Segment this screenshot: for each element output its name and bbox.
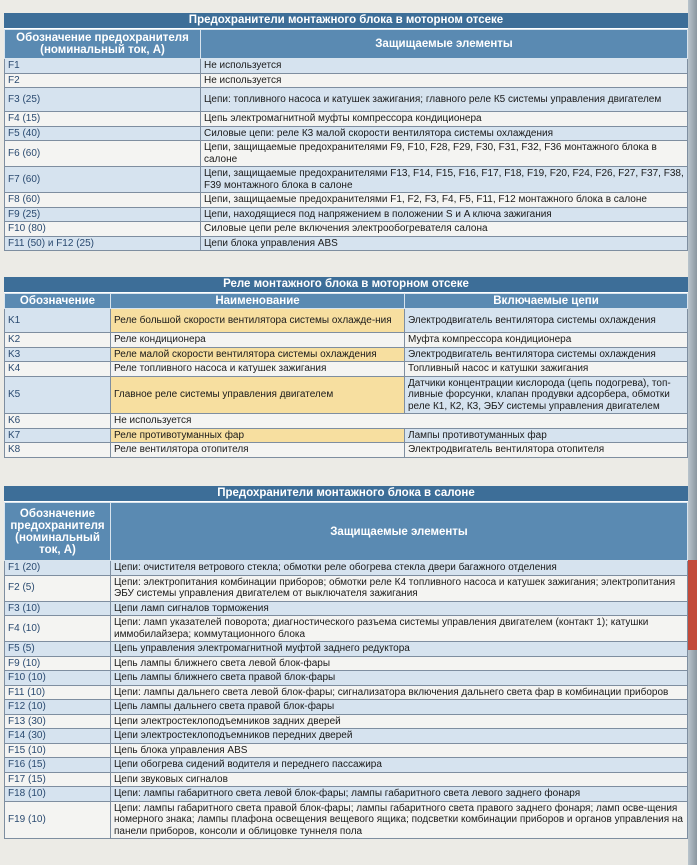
page-edge-shadow	[688, 0, 697, 865]
fuse-desc: Не используется	[201, 59, 688, 74]
relay-name: Главное реле системы управления двигателем	[111, 376, 405, 414]
table-row	[5, 561, 688, 576]
fuse-desc: Силовые цепи реле включения электрообогревателя салона	[201, 222, 688, 237]
fuse-code: F5 (5)	[5, 642, 111, 657]
fuse-desc: Цепи, защищаемые предохранителями F9, F10, F28, F29, F30, F31, F32, F36 монтажного блока в салоне	[201, 141, 688, 167]
relay-circuits: Муфта компрессора кондиционера	[405, 333, 688, 348]
table-row	[5, 443, 688, 458]
fuse-code: F11 (10)	[5, 685, 111, 700]
engine-fuses-header-desc: Защищаемые элементы	[201, 30, 688, 59]
fuse-code: F15 (10)	[5, 743, 111, 758]
relay-code: K1	[5, 309, 111, 333]
fuse-code: F13 (30)	[5, 714, 111, 729]
fuse-desc: Цепи звуковых сигналов	[111, 772, 688, 787]
table-row	[5, 347, 688, 362]
relay-circuits: Топливный насос и катушки зажигания	[405, 362, 688, 377]
fuse-desc: Цепи электростеклоподъемников передних дверей	[111, 729, 688, 744]
fuse-code: F5 (40)	[5, 126, 201, 141]
table-row	[5, 729, 688, 744]
fuse-desc: Цепи: лампы дальнего света левой блок-фары; сигнализатора включения дальнего света фар в комбинации приборов	[111, 685, 688, 700]
table-row	[5, 575, 688, 601]
table-row	[5, 743, 688, 758]
fuse-desc: Цепь электромагнитной муфты компрессора кондиционера	[201, 112, 688, 127]
fuse-desc: Цепи, защищаемые предохранителями F1, F2, F3, F4, F5, F11, F12 монтажного блока в салоне	[201, 193, 688, 208]
table-row	[5, 309, 688, 333]
relay-circuits: Электродвигатель вентилятора отопителя	[405, 443, 688, 458]
page-edge-tab	[688, 560, 697, 650]
fuse-code: F19 (10)	[5, 801, 111, 839]
relays-header-code: Обозначение	[5, 294, 111, 309]
engine-fuses-header-code: Обозначение предохранителя (номинальный ток, А)	[5, 30, 201, 59]
relays-header-name: Наименование	[111, 294, 405, 309]
table-row	[5, 428, 688, 443]
cabin-fuses-header-desc: Защищаемые элементы	[111, 503, 688, 561]
fuse-desc: Цепи: лампы габаритного света правой блок-фары; лампы габаритного света правого заднего фонаря; ламп осве-щения номерного знака; лампы плафона освещения вещевого ящика; подсветки комбинации приборов и органов управления на панели приборов, консоли и облицовке туннеля пола	[111, 801, 688, 839]
relay-circuits: Датчики концентрации кислорода (цепь подогрева), топ-ливные форсунки, клапан продувки адсорбера, обмотки реле К1, К2, К3, ЭБУ системы управления двигателем	[405, 376, 688, 414]
relay-code: K4	[5, 362, 111, 377]
table-row	[5, 414, 688, 429]
fuse-code: F3 (25)	[5, 88, 201, 112]
cabin-fuses-section	[4, 486, 688, 839]
fuse-code: F10 (10)	[5, 671, 111, 686]
table-row	[5, 126, 688, 141]
table-row	[5, 787, 688, 802]
fuse-desc: Цепи блока управления ABS	[201, 236, 688, 251]
fuse-desc: Цепи: лампы габаритного света левой блок-фары; лампы габаритного света левого заднего фонаря	[111, 787, 688, 802]
fuse-code: F2 (5)	[5, 575, 111, 601]
table-row	[5, 758, 688, 773]
fuse-desc: Цепь лампы ближнего света левой блок-фары	[111, 656, 688, 671]
table-row	[5, 333, 688, 348]
engine-fuses-title: Предохранители монтажного блока в моторном отсеке	[4, 13, 688, 29]
table-row	[5, 772, 688, 787]
table-row	[5, 601, 688, 616]
cabin-fuses-table	[4, 502, 688, 839]
fuse-desc: Цепи: очистителя ветрового стекла; обмотки реле обогрева стекла двери багажного отделения	[111, 561, 688, 576]
relay-name: Реле топливного насоса и катушек зажигания	[111, 362, 405, 377]
table-row	[5, 141, 688, 167]
cabin-fuses-header-code: Обозначение предохранителя (номинальный ток, А)	[5, 503, 111, 561]
relay-name: Реле противотуманных фар	[111, 428, 405, 443]
table-row	[5, 642, 688, 657]
fuse-code: F8 (60)	[5, 193, 201, 208]
fuse-code: F1	[5, 59, 201, 74]
fuse-desc: Не используется	[201, 73, 688, 88]
relay-code: K6	[5, 414, 111, 429]
fuse-code: F2	[5, 73, 201, 88]
relay-code: K2	[5, 333, 111, 348]
relay-code: K5	[5, 376, 111, 414]
fuse-desc: Силовые цепи: реле К3 малой скорости вентилятора системы охлаждения	[201, 126, 688, 141]
fuse-desc: Цепи обогрева сидений водителя и переднего пассажира	[111, 758, 688, 773]
relay-code: K8	[5, 443, 111, 458]
relay-code: K7	[5, 428, 111, 443]
table-row	[5, 801, 688, 839]
relay-circuits: Электродвигатель вентилятора системы охлаждения	[405, 347, 688, 362]
fuse-code: F3 (10)	[5, 601, 111, 616]
table-row	[5, 700, 688, 715]
fuse-desc: Цепь блока управления ABS	[111, 743, 688, 758]
fuse-code: F12 (10)	[5, 700, 111, 715]
relay-code: K3	[5, 347, 111, 362]
fuse-desc: Цепь управления электромагнитной муфтой заднего редуктора	[111, 642, 688, 657]
table-row	[5, 671, 688, 686]
fuse-code: F6 (60)	[5, 141, 201, 167]
fuse-code: F9 (10)	[5, 656, 111, 671]
table-row	[5, 59, 688, 74]
relay-circuits: Лампы противотуманных фар	[405, 428, 688, 443]
table-row	[5, 167, 688, 193]
table-row	[5, 112, 688, 127]
fuse-code: F11 (50) и F12 (25)	[5, 236, 201, 251]
table-row	[5, 73, 688, 88]
fuse-desc: Цепи: ламп указателей поворота; диагностического разъема системы управления двигателем (контакт 1); катушки иммобилайзера; коммутационного блока	[111, 616, 688, 642]
relay-name: Реле кондиционера	[111, 333, 405, 348]
fuse-desc: Цепи, защищаемые предохранителями F13, F14, F15, F16, F17, F18, F19, F20, F24, F26, F27, F37, F38, F39 монтажного блока в салоне	[201, 167, 688, 193]
fuse-desc: Цепи: топливного насоса и катушек зажигания; главного реле К5 системы управления двигателем	[201, 88, 688, 112]
relay-name: Реле большой скорости вентилятора системы охлажде-ния	[111, 309, 405, 333]
fuse-desc: Цепи ламп сигналов торможения	[111, 601, 688, 616]
fuse-desc: Цепь лампы дальнего света правой блок-фары	[111, 700, 688, 715]
cabin-fuses-title: Предохранители монтажного блока в салоне	[4, 486, 688, 502]
fuse-desc: Цепи: электропитания комбинации приборов; обмотки реле К4 топливного насоса и катушек зажигания; электропитания ЭБУ системы управления двигателем от выключателя зажигания	[111, 575, 688, 601]
table-row	[5, 376, 688, 414]
table-row	[5, 656, 688, 671]
table-row	[5, 362, 688, 377]
fuse-code: F4 (10)	[5, 616, 111, 642]
table-row	[5, 88, 688, 112]
table-row	[5, 685, 688, 700]
engine-fuses-table	[4, 29, 688, 251]
fuse-code: F10 (80)	[5, 222, 201, 237]
engine-relays-title: Реле монтажного блока в моторном отсеке	[4, 277, 688, 293]
fuse-code: F4 (15)	[5, 112, 201, 127]
relays-header-circuits: Включаемые цепи	[405, 294, 688, 309]
table-row	[5, 714, 688, 729]
fuse-desc: Цепь лампы ближнего света правой блок-фары	[111, 671, 688, 686]
table-row	[5, 207, 688, 222]
fuse-code: F14 (30)	[5, 729, 111, 744]
engine-relays-section	[4, 277, 688, 458]
engine-fuses-section	[4, 13, 688, 251]
fuse-code: F18 (10)	[5, 787, 111, 802]
engine-relays-table	[4, 293, 688, 458]
relay-name: Реле малой скорости вентилятора системы охлаждения	[111, 347, 405, 362]
fuse-code: F1 (20)	[5, 561, 111, 576]
fuse-code: F9 (25)	[5, 207, 201, 222]
fuse-desc: Цепи, находящиеся под напряжением в положении S и A ключа зажигания	[201, 207, 688, 222]
relay-name: Не используется	[111, 414, 688, 429]
relay-name: Реле вентилятора отопителя	[111, 443, 405, 458]
fuse-code: F7 (60)	[5, 167, 201, 193]
fuse-code: F16 (15)	[5, 758, 111, 773]
table-row	[5, 222, 688, 237]
table-row	[5, 236, 688, 251]
relay-circuits: Электродвигатель вентилятора системы охлаждения	[405, 309, 688, 333]
table-row	[5, 616, 688, 642]
fuse-desc: Цепи электростеклоподъемников задних дверей	[111, 714, 688, 729]
table-row	[5, 193, 688, 208]
fuse-code: F17 (15)	[5, 772, 111, 787]
